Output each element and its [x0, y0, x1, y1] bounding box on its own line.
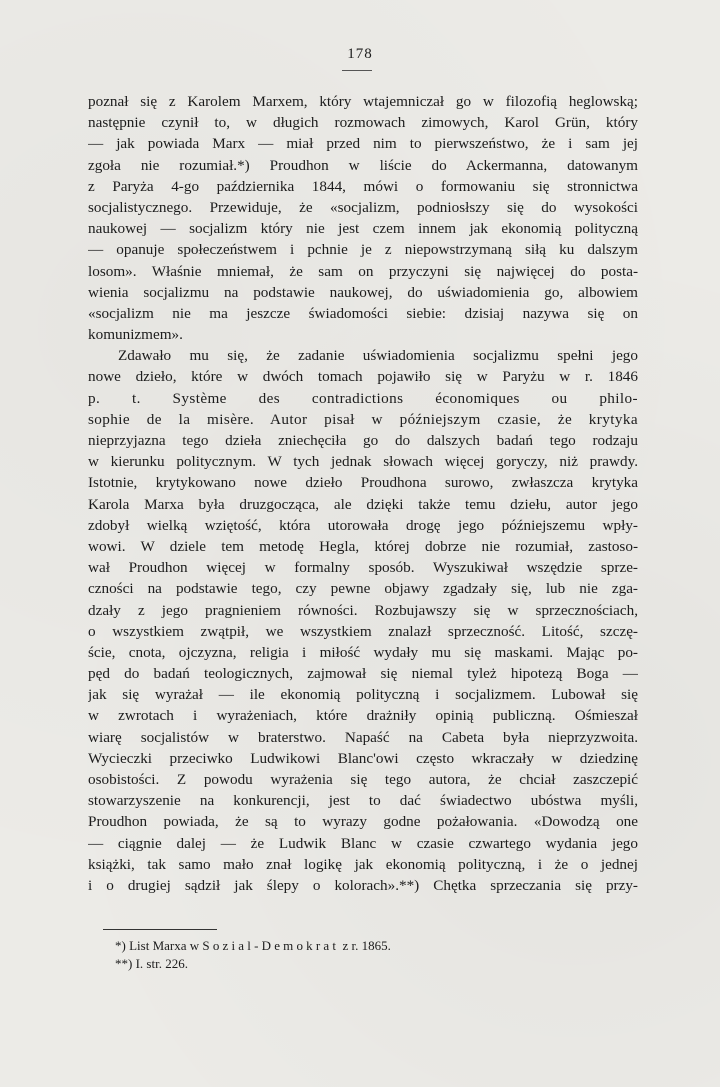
text-line: komunizmem».: [88, 326, 183, 344]
text-line: losom». Właśnie mniemał, że sam on przyczyni się najwięcej do posta-: [88, 262, 638, 280]
text-line: naukowej — socjalizm który nie jest czem innem jak ekonomią polityczną: [88, 220, 638, 238]
text-line: o wszystkiem zwątpił, we wszystkiem znalazł sprzeczność. Litość, szczę-: [88, 622, 638, 640]
text-line: osobistości. Z powodu wyrażenia się tego autora, że chciał zaszczepić: [88, 771, 638, 788]
text-line: zdobył wielką wziętość, która utorowała drogę jego późniejszemu wpły-: [88, 516, 638, 534]
text-line: następnie czynił to, w długich rozmowach zimowych, Karol Grün, który: [88, 114, 638, 132]
text-line: zgoła nie rozumiał.*) Proudhon w liście do Ackermanna, datowanym: [88, 156, 638, 174]
text-line: «socjalizm nie ma jeszcze świadomości siebie: dzisiaj nazywa się on: [88, 304, 638, 322]
text-line: socjalistycznego. Przewiduje, że «socjalizm, podniosłszy się do wysokości: [88, 198, 638, 216]
footnote-text-after: z r. 1865.: [339, 938, 391, 953]
text-line: — opanuje społeczeństwem i pchnie je z niepowstrzymaną siłą ku dalszym: [88, 241, 638, 259]
text-line: dzały z jego pragnieniem równości. Rozbujawszy się w sprzecznościach,: [88, 601, 638, 619]
text-line: Istotnie, krytykowano nowe dzieło Proudhona surowo, zwłaszcza krytyka: [88, 474, 638, 492]
text-line: z Paryża 4-go października 1844, mówi o formowaniu się stronnictwa: [88, 177, 638, 195]
text-line: w zwrotach i wyrażeniach, które drażniły opinią publiczną. Ośmieszał: [88, 707, 638, 725]
footnote-text: I. str. 226.: [135, 956, 188, 971]
text-line: Wycieczki przeciwko Ludwikowi Blanc'owi często wkraczały w dziedzinę: [88, 749, 638, 767]
text-line: Proudhon powiada, że są to wyrazy godne pożałowania. «Dowodzą one: [88, 813, 638, 831]
text-line: stowarzyszenie na konkurencji, jest to dać świadectwo ubóstwa myśli,: [88, 792, 638, 810]
text-line: książki, tak samo mało znał logikę jak ekonomią polityczną, i że o jednej: [88, 855, 638, 873]
text-line: p. t. Système des contradictions économiques ou philo-: [88, 389, 638, 407]
footnote-marker: **): [115, 956, 133, 971]
page-number-underline: [342, 70, 372, 71]
text-line: i o drugiej sądził jak ślepy o kolorach».**) Chętka sprzeczania się przy-: [88, 876, 638, 894]
footnote-text: List Marxa w: [129, 938, 203, 953]
text-line: czności na podstawie tego, czy pewne objawy zgadzały się, lub nie zga-: [88, 580, 638, 598]
text-line: Zdawało mu się, że zadanie uświadomienia socjalizmu spełni jego: [118, 347, 638, 365]
footnote-1: [115, 937, 535, 955]
footnote-spaced-title: Sozial-Demokrat: [202, 938, 340, 953]
text-line: — jak powiada Marx — miał przed nim to pierwszeństwo, że i sam jej: [88, 135, 638, 153]
text-line: — ciągnie dalej — że Ludwik Blanc w czasie czwartego wydania jego: [88, 834, 638, 852]
text-line: pęd do badań teologicznych, zajmował się niemal tyleż hipotezą Boga —: [88, 665, 638, 683]
text-line: sophie de la misère. Autor pisał w późniejszym czasie, że krytyka: [88, 410, 638, 428]
text-line: wienia socjalizmu na podstawie naukowej, do uświadomienia go, albowiem: [88, 283, 638, 301]
text-line: nieprzyjazna tego dzieła zniechęciła go do dalszych badań tego rodzaju: [88, 432, 638, 449]
text-line: nowe dzieło, które w dwóch tomach pojawiło się w Paryżu w r. 1846: [88, 368, 638, 386]
text-line: ście, cnota, ojczyzna, religia i miłość wydały mu się maskami. Mając po-: [88, 643, 638, 661]
footnotes: [115, 937, 535, 973]
text-line: wiarę socjalistów w braterstwo. Napaść na Cabeta była nieprzyzwoita.: [88, 728, 638, 746]
text-line: wał Proudhon więcej w formalny sposób. Wyszukiwał wszędzie sprze-: [88, 559, 638, 577]
footnote-2: [115, 955, 535, 973]
text-line: poznał się z Karolem Marxem, który wtajemniczał go w filozofią heglowską;: [88, 93, 638, 110]
page-number: 178: [347, 46, 373, 62]
paragraph-2: [88, 345, 638, 896]
footnote-separator: [103, 929, 217, 930]
paragraph-1: [88, 91, 638, 345]
text-line: Karola Marxa była druzgocząca, ale dzięki także temu dziełu, autor jego: [88, 495, 638, 513]
footnote-marker: *): [115, 938, 126, 953]
text-line: w kierunku politycznym. W tych jednak słowach więcej goryczy, niż prawdy.: [88, 453, 638, 471]
text-line: jak się wyrażał — ile ekonomią polityczną i socjalizmem. Lubował się: [88, 686, 638, 704]
body-text: [88, 91, 638, 896]
text-line: wowi. W dziele tem metodę Hegla, której dobrze nie rozumiał, zastoso-: [88, 537, 638, 555]
